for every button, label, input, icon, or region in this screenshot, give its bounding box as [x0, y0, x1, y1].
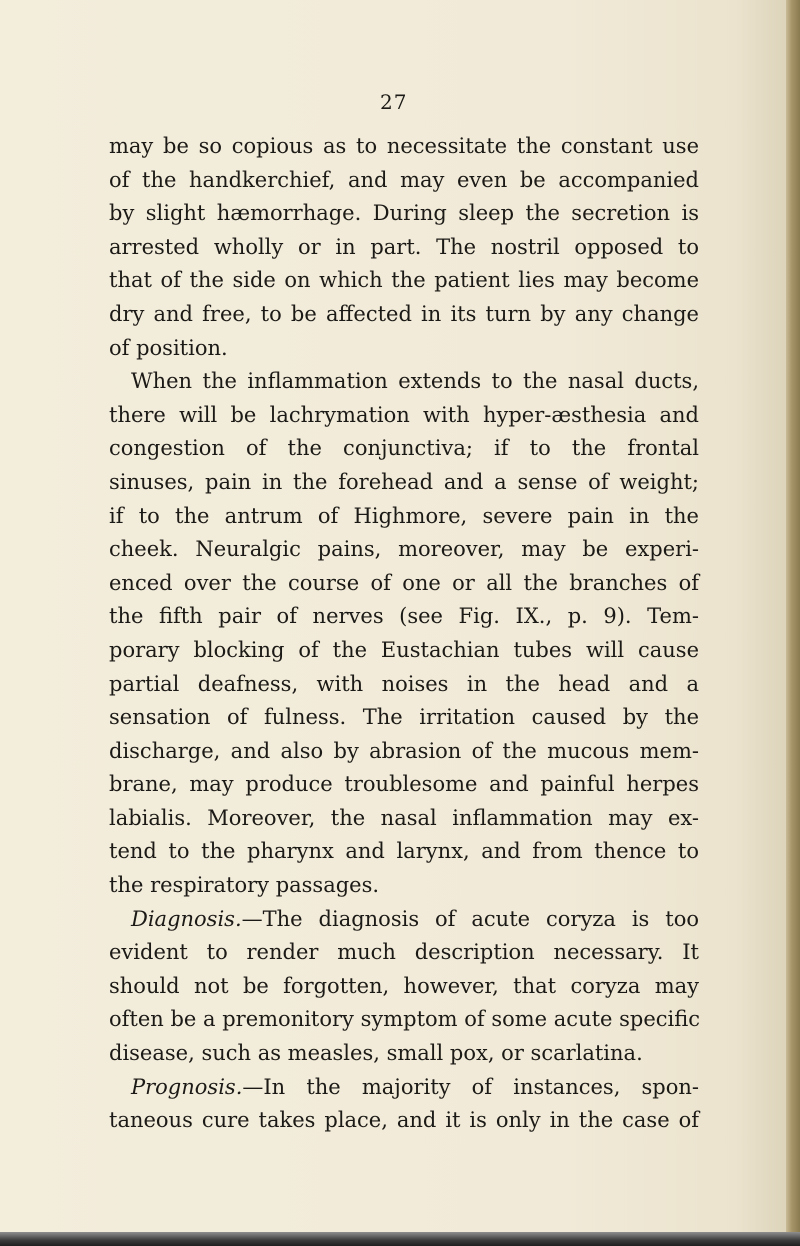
- text-line: tend to the pharynx and larynx, and from thence to: [109, 839, 699, 864]
- prognosis-line: Prognosis.—In the majority of instances, spon-: [131, 1074, 699, 1099]
- text-line: dry and free, to be affected in its turn by any change: [109, 301, 699, 326]
- text-line: by slight hæmorrhage. During sleep the secretion is: [109, 201, 699, 226]
- book-bottom-edge: [0, 1232, 800, 1246]
- text-line: may be so copious as to necessitate the constant use: [109, 134, 699, 158]
- text-line: of the handkerchief, and may even be accompanied: [109, 167, 699, 192]
- text-line: sinuses, pain in the forehead and a sense of weight;: [109, 469, 699, 494]
- diagnosis-line: Diagnosis.—The diagnosis of acute coryza is too: [131, 906, 699, 931]
- text-line: of position.: [109, 335, 228, 360]
- text-line: discharge, and also by abrasion of the mucous mem-: [109, 738, 699, 763]
- text-line: arrested wholly or in part. The nostril opposed to: [109, 234, 699, 259]
- book-binding-edge: [786, 0, 800, 1246]
- text-line: often be a premonitory symptom of some acute specific: [109, 1007, 701, 1032]
- text-line: labialis. Moreover, the nasal inflammation may ex-: [109, 805, 699, 830]
- text-line: porary blocking of the Eustachian tubes will cause: [109, 637, 699, 662]
- section-heading-prognosis: Prognosis.: [131, 1074, 243, 1099]
- text-line: if to the antrum of Highmore, severe pain in the: [109, 503, 699, 528]
- text-line: that of the side on which the patient lies may become: [109, 268, 699, 293]
- text-line: enced over the course of one or all the branches of: [109, 570, 699, 595]
- text-line: evident to render much description necessary. It: [109, 940, 699, 965]
- text-line: taneous cure takes place, and it is only in the case of: [109, 1108, 699, 1133]
- body-text: [109, 130, 699, 1138]
- section-heading-diagnosis: Diagnosis.: [131, 906, 242, 931]
- page-number: 27: [380, 90, 408, 114]
- text-line: there will be lachrymation with hyper-æsthesia and: [109, 402, 699, 427]
- text-line: partial deafness, with noises in the head and a: [109, 671, 699, 696]
- text-line: brane, may produce troublesome and painful herpes: [109, 772, 699, 797]
- text-line: cheek. Neuralgic pains, moreover, may be experi-: [109, 537, 699, 562]
- text-line: congestion of the conjunctiva; if to the frontal: [109, 436, 699, 461]
- text-line: the fifth pair of nerves (see Fig. IX., p. 9). Tem-: [109, 604, 699, 629]
- text-line: When the inflammation extends to the nasal ducts,: [131, 369, 699, 394]
- text-line: sensation of fulness. The irritation caused by the: [109, 705, 699, 730]
- text-line: the respiratory passages.: [109, 873, 380, 898]
- text-line: should not be forgotten, however, that coryza may: [109, 973, 699, 998]
- text-line: disease, such as measles, small pox, or scarlatina.: [109, 1041, 643, 1066]
